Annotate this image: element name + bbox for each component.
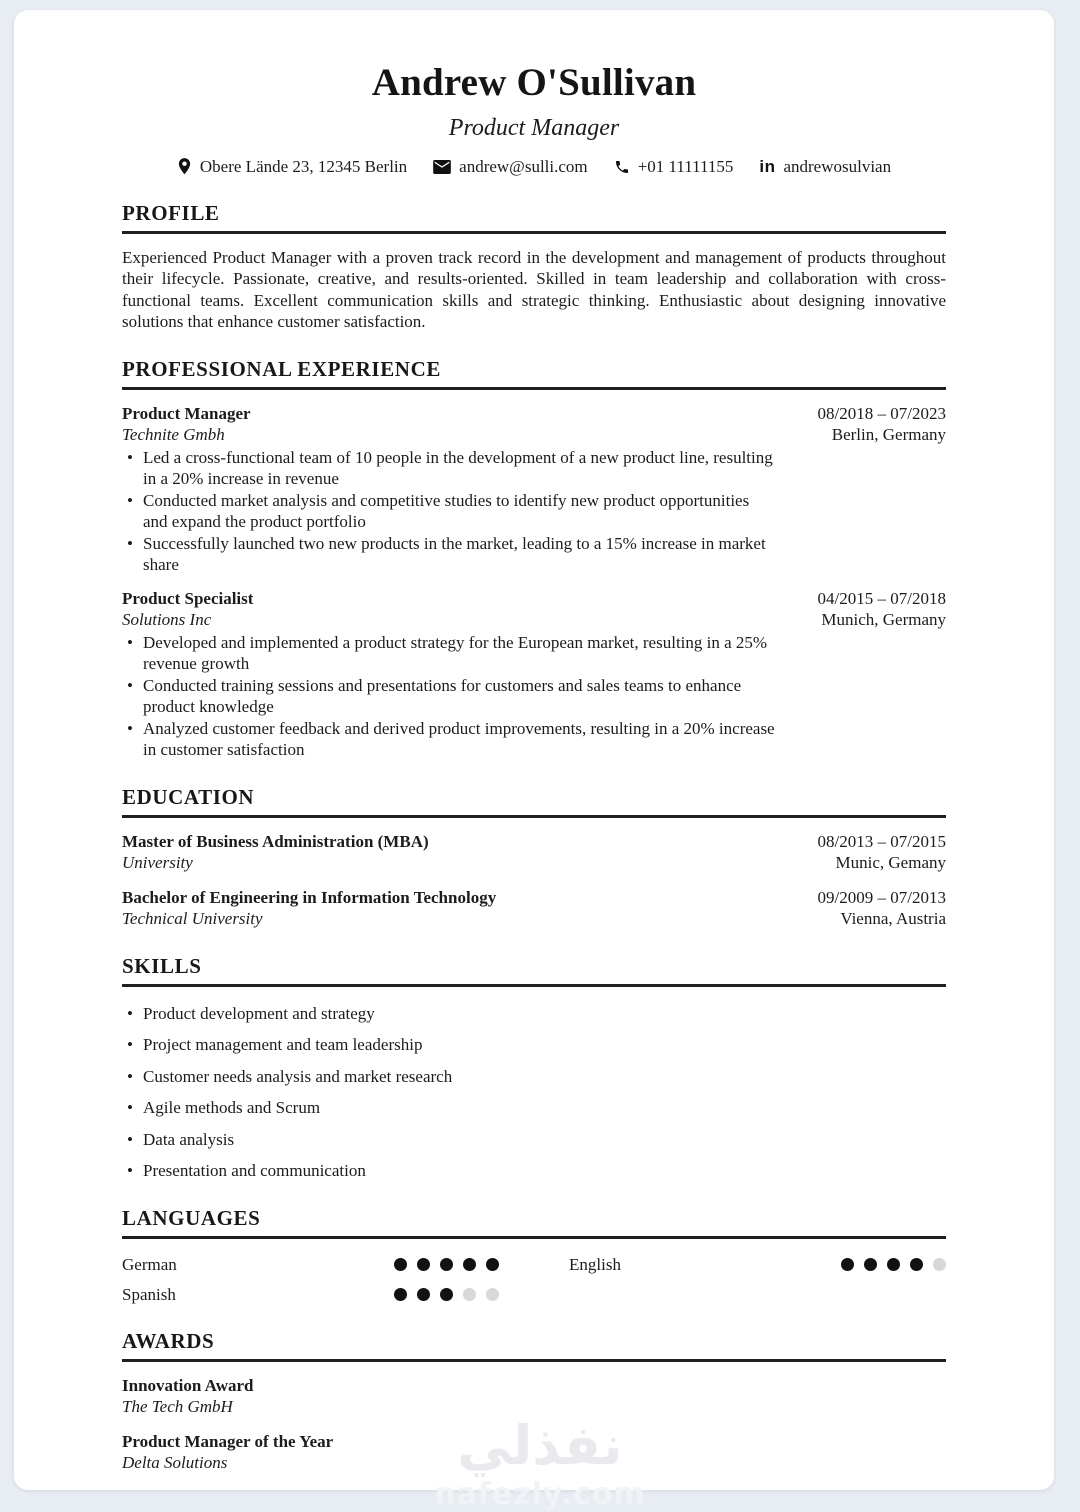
job-title: Product Specialist xyxy=(122,588,254,608)
watermark-logo: نفذلي xyxy=(457,1414,623,1477)
job-company: Solutions Inc xyxy=(122,610,212,630)
education-location: Vienna, Austria xyxy=(840,909,946,929)
job-bullet-list xyxy=(122,632,777,761)
skills-heading: SKILLS xyxy=(122,954,946,987)
level-dot-filled xyxy=(463,1258,476,1271)
language-row xyxy=(122,1285,499,1305)
award-title: Product Manager of the Year xyxy=(122,1431,334,1451)
awards-heading: AWARDS xyxy=(122,1329,946,1362)
level-dot-filled xyxy=(910,1258,923,1271)
section-education xyxy=(122,785,946,930)
level-dot-empty xyxy=(486,1288,499,1301)
language-level-dots xyxy=(831,1258,946,1271)
skill-item: • Data analysis xyxy=(122,1129,777,1151)
education-location: Munic, Gemany xyxy=(835,853,946,873)
experience-entry-header xyxy=(122,588,946,631)
level-dot-empty xyxy=(463,1288,476,1301)
language-level-dots xyxy=(384,1288,499,1301)
level-dot-filled xyxy=(486,1258,499,1271)
experience-entry xyxy=(122,403,946,576)
job-bullet: • Analyzed customer feedback and derived product improvements, resulting in a 20% increase in customer satisfaction xyxy=(122,718,777,761)
language-name: German xyxy=(122,1254,177,1274)
profile-text: Experienced Product Manager with a proven track record in the development and management of products throughout their lifecycle. Passionate, creative, and results-oriented. Skilled in team leadership and collaboration with cross-functional teams. Excellent communication skills and strategic thinking. Enthusiastic about designing innovative solutions that enhance customer satisfaction. xyxy=(122,247,946,332)
section-skills xyxy=(122,954,946,1182)
level-dot-filled xyxy=(440,1258,453,1271)
job-bullet: • Conducted training sessions and presentations for customers and sales teams to enhance product knowledge xyxy=(122,675,777,718)
education-entry xyxy=(122,831,946,874)
level-dot-empty xyxy=(933,1258,946,1271)
education-dates: 09/2009 – 07/2013 xyxy=(817,887,946,907)
job-location: Munich, Germany xyxy=(821,610,946,630)
skills-list xyxy=(122,1003,777,1182)
resume-sheet xyxy=(14,10,1054,1490)
degree-title: Bachelor of Engineering in Information Technology xyxy=(122,887,497,907)
skill-item: • Presentation and communication xyxy=(122,1160,777,1182)
email-icon xyxy=(433,160,451,174)
languages-grid xyxy=(122,1255,946,1305)
contact-phone-text: +01 11111155 xyxy=(637,156,734,176)
level-dot-filled xyxy=(841,1258,854,1271)
experience-heading: PROFESSIONAL EXPERIENCE xyxy=(122,357,946,390)
job-company: Technite Gmbh xyxy=(122,425,225,445)
job-bullet: • Conducted market analysis and competitive studies to identify new product opportunities and expand the product portfolio xyxy=(122,490,777,533)
language-row xyxy=(569,1255,946,1275)
education-heading: EDUCATION xyxy=(122,785,946,818)
skill-item: • Agile methods and Scrum xyxy=(122,1097,777,1119)
job-dates: 08/2018 – 07/2023 xyxy=(817,403,946,423)
level-dot-filled xyxy=(417,1288,430,1301)
level-dot-filled xyxy=(864,1258,877,1271)
award-entry xyxy=(122,1375,946,1418)
school-name: University xyxy=(122,853,193,873)
location-pin-icon xyxy=(177,158,192,175)
level-dot-filled xyxy=(887,1258,900,1271)
section-experience xyxy=(122,357,946,761)
experience-entry-header xyxy=(122,403,946,446)
skill-item: • Product development and strategy xyxy=(122,1003,777,1025)
contact-address xyxy=(177,157,407,177)
section-languages xyxy=(122,1206,946,1305)
job-location: Berlin, Germany xyxy=(831,425,946,445)
contact-email-text: andrew@sulli.com xyxy=(459,156,588,176)
contact-address-text: Obere Lände 23, 12345 Berlin xyxy=(199,156,408,176)
language-name: English xyxy=(569,1254,621,1274)
award-title: Innovation Award xyxy=(122,1375,254,1395)
section-awards xyxy=(122,1329,946,1474)
person-name: Andrew O'Sullivan xyxy=(371,61,697,104)
job-bullet-list xyxy=(122,447,777,576)
experience-entry xyxy=(122,588,946,761)
language-name: Spanish xyxy=(122,1284,176,1304)
person-job-title: Product Manager xyxy=(448,114,620,141)
language-level-dots xyxy=(384,1258,499,1271)
level-dot-filled xyxy=(394,1258,407,1271)
job-bullet: • Successfully launched two new products in the market, leading to a 15% increase in market share xyxy=(122,533,777,576)
phone-icon xyxy=(614,159,630,175)
contact-linkedin-text: andrewosulvian xyxy=(783,156,892,176)
languages-heading: LANGUAGES xyxy=(122,1206,946,1239)
education-dates: 08/2013 – 07/2015 xyxy=(817,831,946,851)
school-name: Technical University xyxy=(122,909,263,929)
contact-row xyxy=(122,157,946,177)
job-dates: 04/2015 – 07/2018 xyxy=(817,588,946,608)
education-entry xyxy=(122,887,946,930)
award-org: Delta Solutions xyxy=(122,1453,228,1473)
award-entry xyxy=(122,1431,946,1474)
profile-heading: PROFILE xyxy=(122,201,946,234)
level-dot-filled xyxy=(440,1288,453,1301)
skill-item: • Project management and team leadership xyxy=(122,1034,777,1056)
degree-title: Master of Business Administration (MBA) xyxy=(122,831,429,851)
section-profile xyxy=(122,201,946,333)
contact-email xyxy=(433,157,588,177)
job-title: Product Manager xyxy=(122,403,251,423)
language-row xyxy=(122,1255,499,1275)
skill-item: • Customer needs analysis and market research xyxy=(122,1066,777,1088)
job-bullet: • Developed and implemented a product strategy for the European market, resulting in a 25% revenue growth xyxy=(122,632,777,675)
level-dot-filled xyxy=(417,1258,430,1271)
contact-linkedin xyxy=(759,157,891,177)
linkedin-icon: in xyxy=(759,156,776,176)
watermark-domain: nafezly.com xyxy=(434,1477,646,1512)
level-dot-filled xyxy=(394,1288,407,1301)
contact-phone xyxy=(614,157,734,177)
award-org: The Tech GmbH xyxy=(122,1397,233,1417)
job-bullet: • Led a cross-functional team of 10 people in the development of a new product line, resulting in a 20% increase in revenue xyxy=(122,447,777,490)
